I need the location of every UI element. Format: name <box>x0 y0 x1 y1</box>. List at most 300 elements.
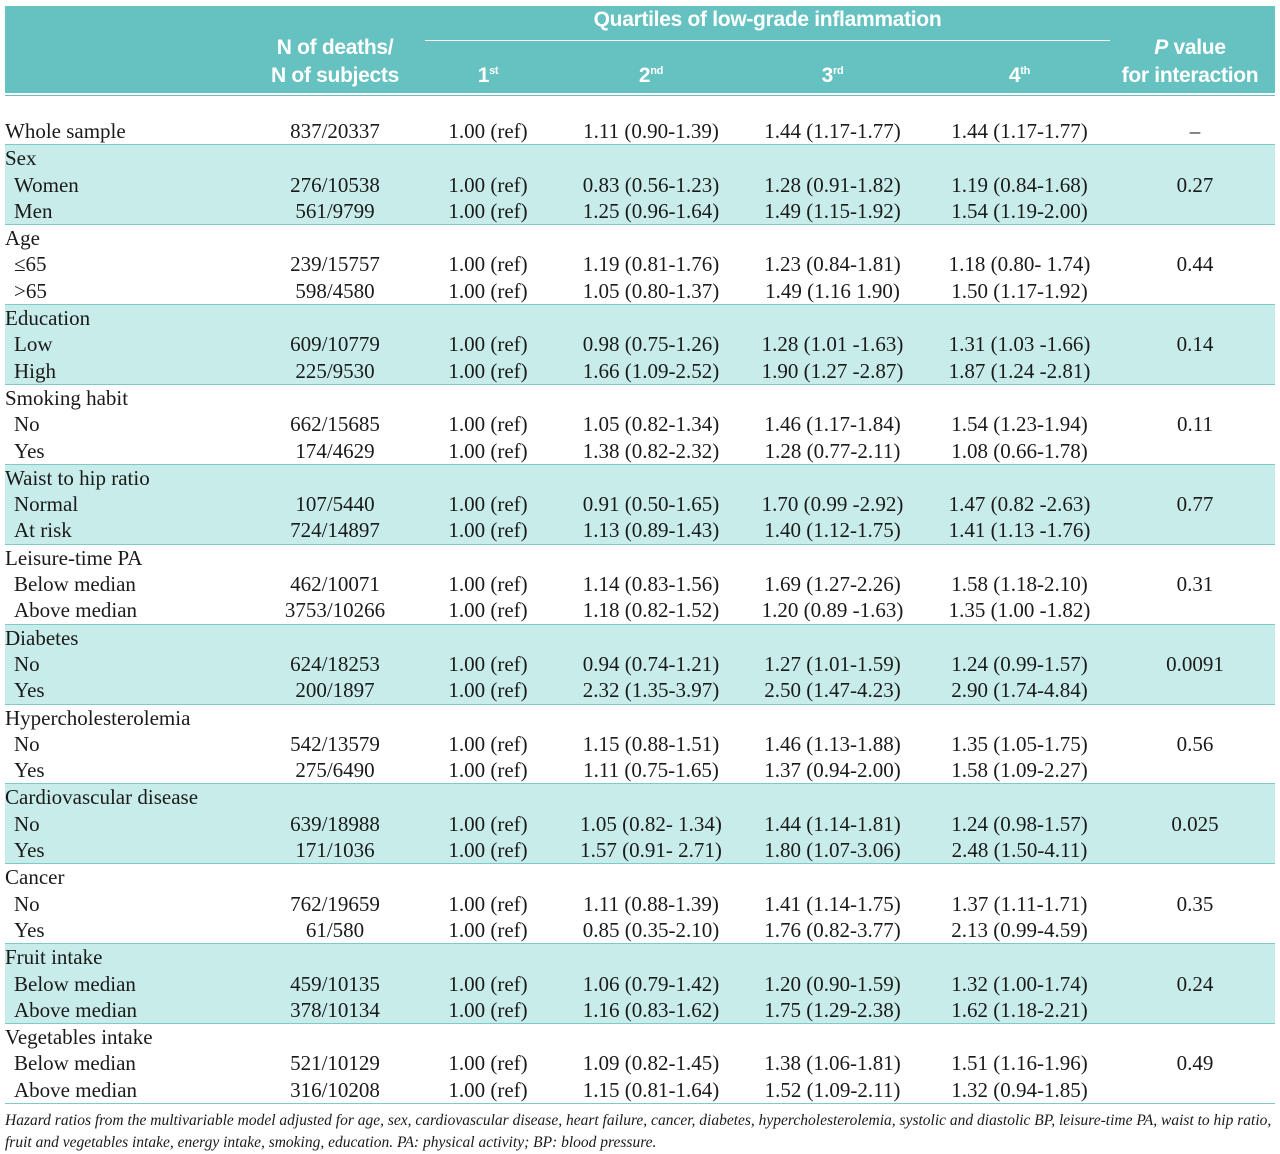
cell-q2 <box>561 705 741 731</box>
cell-q1: 1.00 (ref) <box>448 651 528 676</box>
table-row <box>5 172 1275 198</box>
cell-q1: 1.00 (ref) <box>448 838 528 863</box>
cell-q4: 1.19 (0.84-1.68) <box>951 172 1088 197</box>
cell-q3: 1.37 (0.94-2.00) <box>764 758 901 783</box>
cell-q1 <box>415 625 561 651</box>
table-row <box>5 597 1275 623</box>
q1-header: 1st <box>477 64 499 87</box>
cell-q1: 1.00 (ref) <box>448 172 528 197</box>
cell-label: Diabetes <box>5 625 79 650</box>
cell-q3: 1.44 (1.17-1.77) <box>764 119 901 143</box>
table-row <box>5 971 1275 997</box>
deaths-header-line2: N of subjects <box>271 64 399 87</box>
cell-n: 837/20337 <box>290 119 380 143</box>
group-heading-row <box>5 385 1275 411</box>
cell-p: 0.27 <box>1176 172 1214 197</box>
row-group <box>5 305 1275 385</box>
row-group <box>5 864 1275 944</box>
cell-q4: 1.32 (0.94-1.85) <box>951 1077 1088 1102</box>
cell-q3: 1.20 (0.89 -1.63) <box>761 598 904 623</box>
cell-n <box>255 145 415 171</box>
cell-label: Below median <box>14 572 136 597</box>
quartiles-title: Quartiles of low-grade inflammation <box>593 8 942 31</box>
cell-q4: 2.90 (1.74-4.84) <box>951 678 1088 703</box>
q3-header: 3rd <box>821 64 844 87</box>
cell-q1 <box>415 225 561 251</box>
cell-q2 <box>561 305 741 331</box>
cell-label: Leisure-time PA <box>5 545 143 570</box>
cell-p <box>1115 278 1275 304</box>
cell-q1: 1.00 (ref) <box>448 492 528 517</box>
cell-n <box>255 385 415 411</box>
cell-n <box>255 784 415 810</box>
cell-n: 724/14897 <box>290 518 380 543</box>
pvalue-header-line1: P value <box>1154 36 1226 59</box>
cell-label: At risk <box>14 518 72 543</box>
cell-q2: 1.14 (0.83-1.56) <box>582 572 720 597</box>
cell-q1: 1.00 (ref) <box>448 917 528 942</box>
cell-label: Above median <box>14 598 138 623</box>
cell-q4: 2.13 (0.99-4.59) <box>951 917 1088 942</box>
cell-q3 <box>741 305 924 331</box>
cell-q2: 1.15 (0.81-1.64) <box>582 1077 720 1102</box>
cell-q2 <box>561 864 741 890</box>
cell-n: 462/10071 <box>290 572 380 597</box>
cell-q1: 1.00 (ref) <box>448 971 528 996</box>
cell-q3: 1.52 (1.09-2.11) <box>764 1077 901 1102</box>
cell-q1: 1.00 (ref) <box>448 572 528 597</box>
pvalue-header <box>1105 34 1275 90</box>
cell-q2: 0.94 (0.74-1.21) <box>582 651 720 676</box>
cell-p <box>1115 864 1275 890</box>
cell-q4: 1.18 (0.80- 1.74) <box>948 252 1091 277</box>
cell-q1 <box>415 944 561 970</box>
cell-q3 <box>741 705 924 731</box>
cell-q2: 1.05 (0.82- 1.34) <box>580 811 722 836</box>
cell-q3 <box>741 864 924 890</box>
table-row <box>5 411 1275 437</box>
cell-q3 <box>741 545 924 571</box>
group-heading-row <box>5 625 1275 651</box>
cell-p: 0.44 <box>1176 252 1214 277</box>
row-group <box>5 465 1275 545</box>
q4-header: 4th <box>1008 64 1031 87</box>
table-row <box>5 331 1275 357</box>
cell-label: Smoking habit <box>5 385 129 410</box>
cell-p: 0.025 <box>1171 811 1219 836</box>
cell-p: 0.77 <box>1176 492 1214 517</box>
cell-n: 378/10134 <box>290 997 380 1022</box>
cell-p <box>1115 757 1275 783</box>
cell-q4 <box>924 545 1115 571</box>
cell-q2: 1.18 (0.82-1.52) <box>582 598 720 623</box>
cell-p: 0.14 <box>1176 332 1214 357</box>
cell-q2: 0.85 (0.35-2.10) <box>582 917 720 942</box>
cell-p <box>1115 784 1275 810</box>
cell-q2: 1.16 (0.83-1.62) <box>582 997 720 1022</box>
table-row <box>5 677 1275 703</box>
row-group <box>5 784 1275 864</box>
cell-q4: 1.58 (1.18-2.10) <box>951 572 1088 597</box>
cell-q4: 1.31 (1.03 -1.66) <box>948 332 1091 357</box>
cell-q4: 1.24 (0.99-1.57) <box>951 651 1088 676</box>
cell-n: 276/10538 <box>290 172 380 197</box>
cell-q4: 1.87 (1.24 -2.81) <box>948 358 1091 383</box>
cell-q2 <box>561 225 741 251</box>
cell-q2: 1.66 (1.09-2.52) <box>582 358 720 383</box>
cell-q3: 1.23 (0.84-1.81) <box>764 252 901 277</box>
cell-p <box>1115 625 1275 651</box>
cell-q2 <box>561 385 741 411</box>
table-row <box>5 811 1275 837</box>
cell-q4: 1.62 (1.18-2.21) <box>951 997 1088 1022</box>
cell-q1 <box>415 305 561 331</box>
table-row <box>5 358 1275 384</box>
cell-n: 171/1036 <box>295 838 375 863</box>
cell-q1: 1.00 (ref) <box>448 1077 528 1102</box>
cell-p: 0.49 <box>1176 1051 1214 1076</box>
cell-q4: 1.41 (1.13 -1.76) <box>948 518 1091 543</box>
cell-q1: 1.00 (ref) <box>448 332 528 357</box>
cell-n: 561/9799 <box>295 198 375 223</box>
table-body <box>5 95 1275 1104</box>
cell-q2: 1.06 (0.79-1.42) <box>582 971 720 996</box>
cell-q3: 1.28 (0.77-2.11) <box>764 438 901 463</box>
table-row <box>5 837 1275 863</box>
cell-p <box>1115 517 1275 543</box>
cell-n: 174/4629 <box>295 438 375 463</box>
cell-q3: 1.38 (1.06-1.81) <box>764 1051 901 1076</box>
cell-label: Above median <box>14 997 138 1022</box>
cell-q4: 1.44 (1.17-1.77) <box>951 119 1088 143</box>
cell-p <box>1115 198 1275 224</box>
cell-q2 <box>561 465 741 491</box>
cell-q2: 0.91 (0.50-1.65) <box>582 492 720 517</box>
cell-p <box>1115 917 1275 943</box>
cell-label: High <box>14 358 56 383</box>
group-heading-row <box>5 784 1275 810</box>
cell-n: 762/19659 <box>290 891 380 916</box>
cell-label: Education <box>5 306 91 331</box>
q2-header: 2nd <box>638 64 664 87</box>
cell-label: Women <box>14 172 79 197</box>
cell-q1: 1.00 (ref) <box>448 119 528 143</box>
cell-label: Cancer <box>5 865 65 890</box>
cell-q1: 1.00 (ref) <box>448 758 528 783</box>
cell-q3 <box>741 944 924 970</box>
cell-q3: 1.41 (1.14-1.75) <box>764 891 901 916</box>
cell-n: 459/10135 <box>290 971 380 996</box>
cell-label: ≤65 <box>14 252 47 277</box>
cell-q4 <box>924 705 1115 731</box>
group-heading-row <box>5 118 1275 144</box>
cell-q3: 1.28 (0.91-1.82) <box>764 172 901 197</box>
cell-q3 <box>741 1024 924 1050</box>
group-heading-row <box>5 465 1275 491</box>
cell-q3: 1.90 (1.27 -2.87) <box>761 358 904 383</box>
cell-q1 <box>415 705 561 731</box>
table-row <box>5 517 1275 543</box>
cell-label: Below median <box>14 1051 136 1076</box>
cell-q1: 1.00 (ref) <box>448 438 528 463</box>
cell-label: Sex <box>5 146 37 171</box>
group-heading-row <box>5 145 1275 171</box>
cell-q2: 1.05 (0.82-1.34) <box>582 412 720 437</box>
cell-q1 <box>415 864 561 890</box>
table-row <box>5 891 1275 917</box>
cell-q1: 1.00 (ref) <box>448 252 528 277</box>
cell-p <box>1115 385 1275 411</box>
cell-n <box>255 944 415 970</box>
table-row <box>5 1050 1275 1076</box>
cell-p <box>1115 997 1275 1023</box>
table-row <box>5 757 1275 783</box>
cell-q4 <box>924 944 1115 970</box>
table-row <box>5 1077 1275 1103</box>
cell-q3 <box>741 465 924 491</box>
cell-q2: 1.11 (0.88-1.39) <box>583 891 719 916</box>
cell-p <box>1115 1024 1275 1050</box>
cell-q2: 1.05 (0.80-1.37) <box>582 278 720 303</box>
cell-p: 0.24 <box>1176 971 1214 996</box>
cell-q4: 1.24 (0.98-1.57) <box>951 811 1088 836</box>
hazard-ratio-table <box>5 6 1275 1154</box>
table-row <box>5 438 1275 464</box>
cell-p <box>1115 358 1275 384</box>
pvalue-header-line2: for interaction <box>1121 64 1259 87</box>
cell-q4 <box>924 1024 1115 1050</box>
cell-n <box>255 225 415 251</box>
cell-label: No <box>14 412 40 437</box>
cell-q4 <box>924 225 1115 251</box>
cell-q1 <box>415 545 561 571</box>
cell-q4: 1.35 (1.00 -1.82) <box>948 598 1091 623</box>
table-row <box>5 731 1275 757</box>
table-header <box>5 6 1275 93</box>
cell-q1: 1.00 (ref) <box>448 598 528 623</box>
row-group <box>5 225 1275 305</box>
cell-n <box>255 625 415 651</box>
row-group <box>5 944 1275 1024</box>
cell-p <box>1115 225 1275 251</box>
cell-q3: 1.49 (1.15-1.92) <box>764 198 901 223</box>
table-row <box>5 198 1275 224</box>
cell-q3 <box>741 625 924 651</box>
cell-q4 <box>924 305 1115 331</box>
cell-q4 <box>924 864 1115 890</box>
cell-p <box>1115 837 1275 863</box>
cell-n: 107/5440 <box>295 492 375 517</box>
cell-n: 225/9530 <box>295 358 375 383</box>
cell-label: Vegetables intake <box>5 1025 153 1050</box>
cell-label: No <box>14 891 40 916</box>
cell-p <box>1115 944 1275 970</box>
cell-n: 61/580 <box>305 917 365 942</box>
row-group <box>5 1024 1275 1104</box>
cell-q4: 1.35 (1.05-1.75) <box>951 731 1088 756</box>
deaths-header-line1: N of deaths/ <box>276 36 394 59</box>
group-heading-row <box>5 225 1275 251</box>
cell-q4: 1.08 (0.66-1.78) <box>951 438 1088 463</box>
cell-q2: 1.25 (0.96-1.64) <box>582 198 720 223</box>
cell-q1 <box>415 1024 561 1050</box>
deaths-header <box>255 34 415 90</box>
cell-label: Yes <box>14 758 45 783</box>
cell-q2 <box>561 784 741 810</box>
cell-label: >65 <box>14 278 47 303</box>
row-group <box>5 145 1275 225</box>
cell-q2: 1.11 (0.90-1.39) <box>583 119 719 143</box>
cell-n: 316/10208 <box>290 1077 380 1102</box>
cell-label: Low <box>14 332 53 357</box>
cell-q2 <box>561 944 741 970</box>
cell-q4: 1.54 (1.19-2.00) <box>951 198 1088 223</box>
cell-q4 <box>924 784 1115 810</box>
cell-q3 <box>741 225 924 251</box>
cell-n: 598/4580 <box>295 278 375 303</box>
cell-q3: 2.50 (1.47-4.23) <box>764 678 901 703</box>
cell-q3: 1.75 (1.29-2.38) <box>764 997 901 1022</box>
cell-q3: 1.28 (1.01 -1.63) <box>761 332 904 357</box>
cell-q1 <box>415 465 561 491</box>
cell-p <box>1115 305 1275 331</box>
cell-p <box>1115 597 1275 623</box>
cell-p <box>1115 545 1275 571</box>
row-group <box>5 705 1275 785</box>
cell-p <box>1115 465 1275 491</box>
cell-n <box>255 1024 415 1050</box>
cell-q2: 1.57 (0.91- 2.71) <box>580 838 722 863</box>
cell-q4 <box>924 625 1115 651</box>
cell-p: 0.35 <box>1176 891 1214 916</box>
cell-p: – <box>1189 119 1201 143</box>
cell-label: Cardiovascular disease <box>5 785 199 810</box>
table-row <box>5 278 1275 304</box>
cell-q2: 1.13 (0.89-1.43) <box>582 518 720 543</box>
cell-label: No <box>14 731 40 756</box>
cell-q2 <box>561 545 741 571</box>
row-group <box>5 385 1275 465</box>
cell-label: Hypercholesterolemia <box>5 705 191 730</box>
cell-q1: 1.00 (ref) <box>448 997 528 1022</box>
cell-q1: 1.00 (ref) <box>448 811 528 836</box>
cell-n <box>255 305 415 331</box>
cell-n: 639/18988 <box>290 811 380 836</box>
cell-q4: 1.50 (1.17-1.92) <box>951 278 1088 303</box>
cell-q1: 1.00 (ref) <box>448 518 528 543</box>
cell-label: Normal <box>14 492 79 517</box>
cell-label: Men <box>14 198 53 223</box>
cell-n: 239/15757 <box>290 252 380 277</box>
cell-q4: 2.48 (1.50-4.11) <box>951 838 1088 863</box>
cell-q2 <box>561 1024 741 1050</box>
cell-q1 <box>415 385 561 411</box>
cell-label: No <box>14 651 40 676</box>
table-row <box>5 651 1275 677</box>
cell-n: 200/1897 <box>295 678 375 703</box>
cell-q3: 1.20 (0.90-1.59) <box>764 971 901 996</box>
cell-label: Age <box>5 226 40 251</box>
cell-q3: 1.46 (1.17-1.84) <box>764 412 901 437</box>
cell-n: 624/18253 <box>290 651 380 676</box>
cell-label: Yes <box>14 678 45 703</box>
cell-q2 <box>561 625 741 651</box>
cell-q3 <box>741 385 924 411</box>
cell-q1: 1.00 (ref) <box>448 412 528 437</box>
group-heading-row <box>5 944 1275 970</box>
table-row <box>5 491 1275 517</box>
cell-q3 <box>741 784 924 810</box>
cell-p <box>1115 677 1275 703</box>
cell-label: Waist to hip ratio <box>5 465 150 490</box>
cell-q2: 1.15 (0.88-1.51) <box>582 731 720 756</box>
cell-label: Above median <box>14 1077 138 1102</box>
header-spacer <box>5 96 1275 118</box>
cell-q3: 1.49 (1.16 1.90) <box>765 278 900 303</box>
cell-q4: 1.32 (1.00-1.74) <box>951 971 1088 996</box>
cell-q3: 1.69 (1.27-2.26) <box>764 572 901 597</box>
cell-q1 <box>415 145 561 171</box>
cell-n <box>255 864 415 890</box>
cell-q3: 1.80 (1.07-3.06) <box>764 838 901 863</box>
group-heading-row <box>5 545 1275 571</box>
cell-n: 609/10779 <box>290 332 380 357</box>
cell-label: Below median <box>14 971 136 996</box>
cell-n: 3753/10266 <box>284 598 386 623</box>
row-group <box>5 118 1275 145</box>
group-heading-row <box>5 705 1275 731</box>
cell-n <box>255 465 415 491</box>
cell-q1: 1.00 (ref) <box>448 891 528 916</box>
cell-q3: 1.40 (1.12-1.75) <box>764 518 901 543</box>
cell-label: Whole sample <box>5 119 126 143</box>
cell-q3: 1.76 (0.82-3.77) <box>764 917 901 942</box>
cell-q2: 1.09 (0.82-1.45) <box>582 1051 720 1076</box>
group-heading-row <box>5 864 1275 890</box>
cell-label: Yes <box>14 917 45 942</box>
cell-label: Yes <box>14 838 45 863</box>
group-heading-row <box>5 305 1275 331</box>
table-row <box>5 997 1275 1023</box>
cell-q1: 1.00 (ref) <box>448 1051 528 1076</box>
cell-q1: 1.00 (ref) <box>448 731 528 756</box>
row-group <box>5 625 1275 705</box>
cell-q3: 1.46 (1.13-1.88) <box>764 731 901 756</box>
cell-p: 0.56 <box>1176 731 1214 756</box>
cell-n: 275/6490 <box>295 758 375 783</box>
cell-q4 <box>924 385 1115 411</box>
cell-label: Yes <box>14 438 45 463</box>
cell-n <box>255 705 415 731</box>
cell-q3: 1.70 (0.99 -2.92) <box>761 492 904 517</box>
cell-n: 662/15685 <box>290 412 380 437</box>
row-group <box>5 545 1275 625</box>
table-footnote: Hazard ratios from the multivariable model adjusted for age, sex, cardiovascular disease, heart failure, cancer, diabetes, hypercholesterolemia, systolic and diastolic BP, leisure-time PA, waist to hip ratio, fruit and vegetables intake, energy intake, smoking, education. PA: physical activity; BP: blood pressure. <box>5 1111 1272 1151</box>
cell-p: 0.11 <box>1177 412 1213 437</box>
cell-q4 <box>924 465 1115 491</box>
cell-q1: 1.00 (ref) <box>448 278 528 303</box>
group-heading-row <box>5 1024 1275 1050</box>
cell-p: 0.0091 <box>1166 651 1224 676</box>
cell-q2: 0.83 (0.56-1.23) <box>582 172 720 197</box>
cell-q4: 1.54 (1.23-1.94) <box>951 412 1088 437</box>
table-row <box>5 571 1275 597</box>
cell-q3: 1.44 (1.14-1.81) <box>764 811 901 836</box>
cell-q3 <box>741 145 924 171</box>
table-row <box>5 251 1275 277</box>
cell-label: No <box>14 811 40 836</box>
cell-p <box>1115 1077 1275 1103</box>
